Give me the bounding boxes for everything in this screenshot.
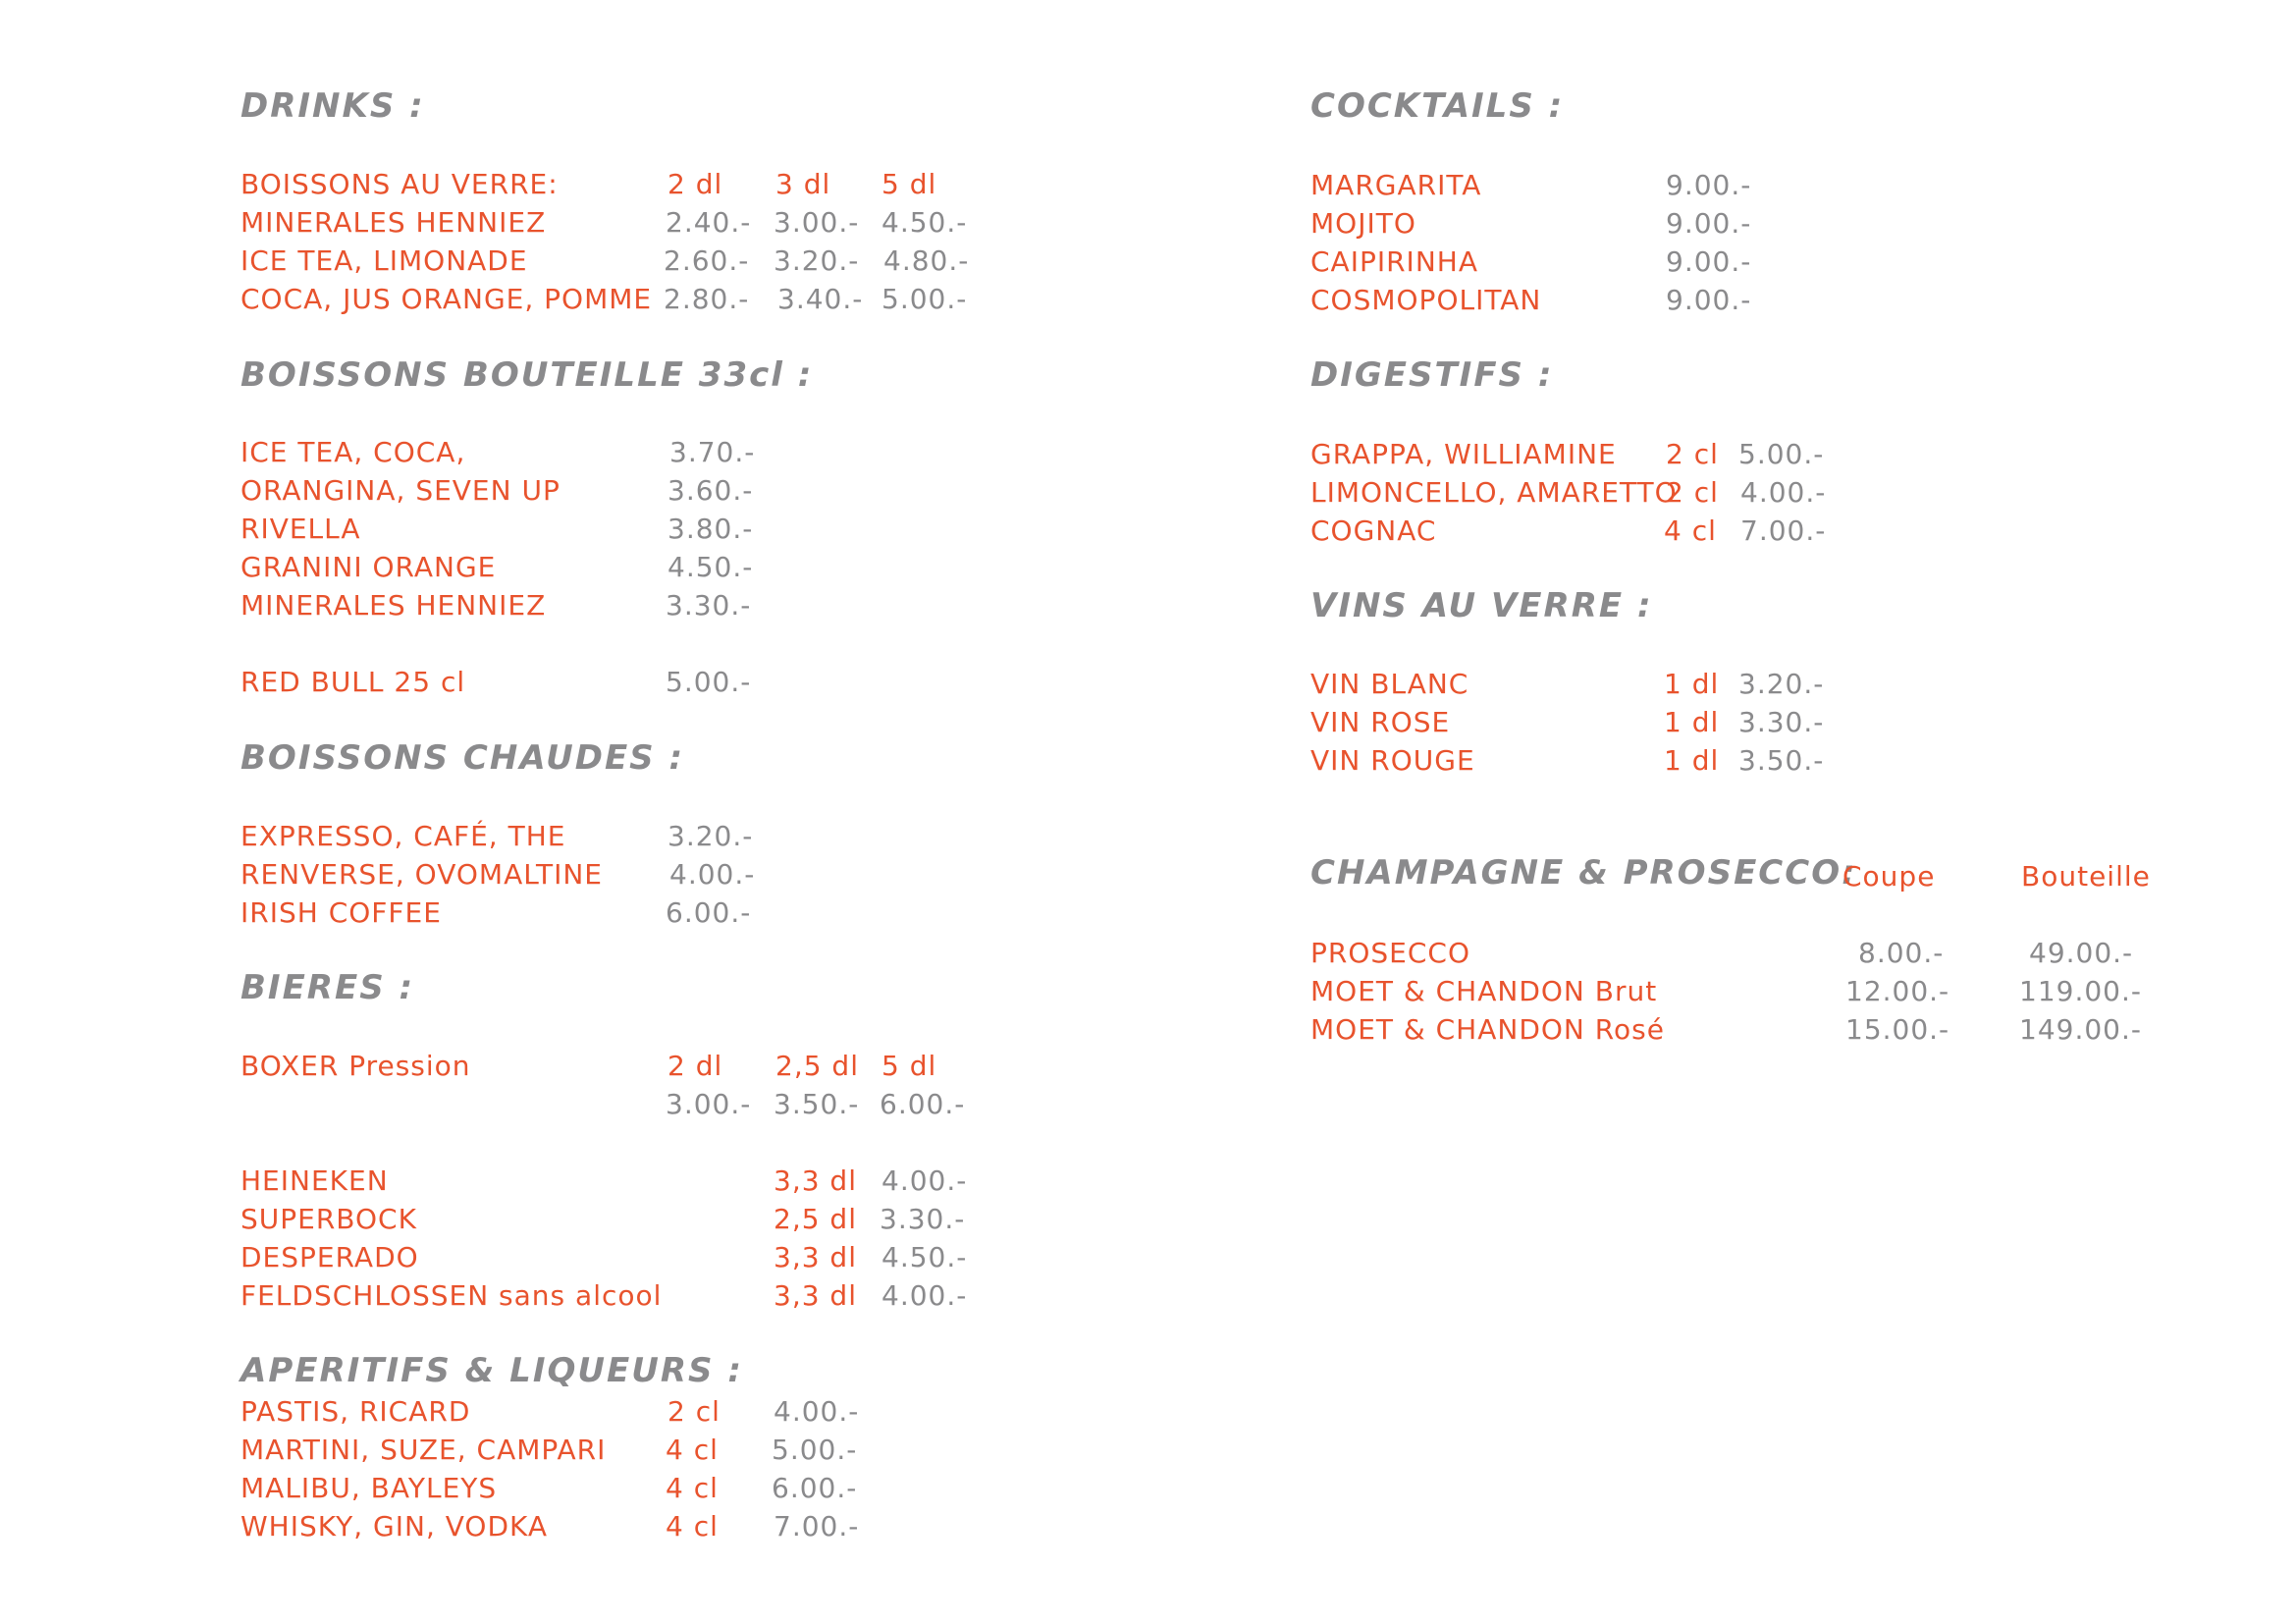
section-title-cocktails: COCKTAILS : — [1310, 86, 1565, 126]
menu-item-row — [1310, 703, 2243, 742]
section-title-champagne: CHAMPAGNE & PROSECCO: — [1310, 853, 1857, 893]
menu-item-row — [240, 242, 1124, 281]
menu-item-row — [1310, 972, 2243, 1011]
item-price: 9.00.- — [1666, 245, 1752, 278]
menu-item-row — [1310, 512, 2243, 551]
item-name: COGNAC — [1310, 514, 1437, 547]
item-price: 4.00.- — [881, 1164, 968, 1197]
item-price-bouteille: 49.00.- — [2029, 937, 2134, 969]
item-price: 3.50.- — [774, 1088, 860, 1120]
item-name: MOJITO — [1310, 207, 1416, 240]
menu-item-row — [240, 203, 1124, 243]
item-price: 3.80.- — [667, 513, 754, 545]
size-label: 5 dl — [881, 1050, 937, 1082]
item-price: 3.20.- — [774, 244, 860, 277]
size-label: 2,5 dl — [775, 1050, 859, 1082]
item-name: MALIBU, BAYLEYS — [240, 1472, 498, 1504]
item-price: 4.50.- — [881, 1241, 968, 1273]
size-label: 3 dl — [775, 168, 831, 200]
item-name: MOET & CHANDON Brut — [1310, 975, 1658, 1007]
item-size: 3,3 dl — [774, 1279, 857, 1312]
item-size: 4 cl — [666, 1472, 719, 1504]
item-name: RENVERSE, OVOMALTINE — [240, 858, 603, 891]
item-price: 4.00.- — [1740, 476, 1827, 509]
item-price: 5.00.- — [666, 666, 752, 698]
item-name: MINERALES HENNIEZ — [240, 589, 547, 622]
item-size: 3,3 dl — [774, 1164, 857, 1197]
item-price-bouteille: 149.00.- — [2019, 1013, 2142, 1046]
item-price: 4.00.- — [774, 1395, 860, 1428]
menu-item-row — [1310, 243, 2243, 282]
item-name: MARGARITA — [1310, 169, 1482, 201]
menu-item-row — [240, 471, 1124, 511]
menu-item-row — [1310, 204, 2243, 244]
section-title-aperitifs: APERITIFS & LIQUEURS : — [240, 1351, 743, 1390]
item-price: 5.00.- — [1738, 438, 1825, 470]
item-price: 7.00.- — [774, 1510, 860, 1543]
item-price: 4.00.- — [881, 1279, 968, 1312]
item-name: LIMONCELLO, AMARETTO — [1310, 476, 1678, 509]
item-size: 1 dl — [1664, 706, 1720, 738]
section-title-bouteille: BOISSONS BOUTEILLE 33cl : — [240, 355, 814, 395]
item-name: VIN ROSE — [1310, 706, 1451, 738]
menu-item-row — [240, 1200, 1124, 1239]
item-price-coupe: 15.00.- — [1845, 1013, 1950, 1046]
column-header-coupe: Coupe — [1842, 860, 1936, 893]
item-price: 3.20.- — [1738, 668, 1825, 700]
item-price: 6.00.- — [880, 1088, 966, 1120]
item-price: 2.40.- — [666, 206, 752, 239]
item-price: 3.40.- — [777, 283, 864, 315]
item-size: 1 dl — [1664, 744, 1720, 777]
item-price: 3.20.- — [667, 820, 754, 852]
menu-item-row — [240, 1507, 1124, 1546]
item-price: 4.00.- — [669, 858, 756, 891]
item-size: 2 cl — [667, 1395, 721, 1428]
item-price: 9.00.- — [1666, 169, 1752, 201]
size-label: 5 dl — [881, 168, 937, 200]
menu-item-row — [240, 1047, 1124, 1086]
item-price: 7.00.- — [1740, 514, 1827, 547]
menu-item-row — [1310, 435, 2243, 474]
item-price: 3.30.- — [880, 1203, 966, 1235]
drinks-header-label: BOISSONS AU VERRE: — [240, 168, 559, 200]
column-header-bouteille: Bouteille — [2021, 860, 2151, 893]
item-price: 3.60.- — [667, 474, 754, 507]
section-title-chaudes: BOISSONS CHAUDES : — [240, 738, 685, 778]
item-price: 4.50.- — [667, 551, 754, 583]
item-name: MINERALES HENNIEZ — [240, 206, 547, 239]
section-title-drinks: DRINKS : — [240, 86, 425, 126]
item-name: ICE TEA, COCA, — [240, 436, 466, 468]
item-price: 6.00.- — [772, 1472, 858, 1504]
menu-item-row — [1310, 281, 2243, 320]
menu-item-row — [240, 1431, 1124, 1470]
item-name: PASTIS, RICARD — [240, 1395, 471, 1428]
menu-item-row — [240, 510, 1124, 549]
item-price: 3.50.- — [1738, 744, 1825, 777]
item-name: EXPRESSO, CAFÉ, THE — [240, 820, 566, 852]
item-size: 4 cl — [666, 1434, 719, 1466]
item-name: ICE TEA, LIMONADE — [240, 244, 528, 277]
item-price: 3.30.- — [666, 589, 752, 622]
menu-item-row — [240, 586, 1124, 625]
section-title-bieres: BIERES : — [240, 968, 415, 1007]
pression-price-row — [240, 1085, 1124, 1124]
item-name: VIN BLANC — [1310, 668, 1469, 700]
item-price: 4.50.- — [881, 206, 968, 239]
item-name: HEINEKEN — [240, 1164, 389, 1197]
item-name: COSMOPOLITAN — [1310, 284, 1542, 316]
item-price-coupe: 12.00.- — [1845, 975, 1950, 1007]
menu-item-row — [240, 1276, 1124, 1316]
item-name: GRANINI ORANGE — [240, 551, 497, 583]
item-name: MARTINI, SUZE, CAMPARI — [240, 1434, 607, 1466]
item-price: 5.00.- — [881, 283, 968, 315]
item-price: 4.80.- — [883, 244, 970, 277]
menu-item-row — [240, 1392, 1124, 1432]
item-name: BOXER Pression — [240, 1050, 471, 1082]
size-label: 2 dl — [667, 1050, 723, 1082]
item-price: 9.00.- — [1666, 207, 1752, 240]
menu-item-row — [1310, 934, 2243, 973]
menu-item-row — [240, 855, 1124, 894]
menu-item-row — [1310, 741, 2243, 781]
item-name: PROSECCO — [1310, 937, 1470, 969]
item-size: 2 cl — [1666, 438, 1719, 470]
section-title-digestifs: DIGESTIFS : — [1310, 355, 1554, 395]
item-name: DESPERADO — [240, 1241, 419, 1273]
item-size: 4 cl — [1664, 514, 1717, 547]
item-size: 1 dl — [1664, 668, 1720, 700]
item-size: 4 cl — [666, 1510, 719, 1543]
item-name: FELDSCHLOSSEN sans alcool — [240, 1279, 663, 1312]
menu-item-row — [240, 663, 1124, 702]
item-name: GRAPPA, WILLIAMINE — [1310, 438, 1617, 470]
menu-item-row — [240, 433, 1124, 472]
section-title-vins: VINS AU VERRE : — [1310, 586, 1653, 625]
item-price: 3.00.- — [666, 1088, 752, 1120]
champagne-header-row — [1310, 857, 2243, 896]
menu-item-row — [240, 548, 1124, 587]
item-name: VIN ROUGE — [1310, 744, 1475, 777]
item-price: 3.00.- — [774, 206, 860, 239]
item-name: SUPERBOCK — [240, 1203, 417, 1235]
menu-item-row — [1310, 665, 2243, 704]
menu-item-row — [240, 817, 1124, 856]
menu-item-row — [240, 1469, 1124, 1508]
item-name: WHISKY, GIN, VODKA — [240, 1510, 549, 1543]
menu-item-row — [1310, 166, 2243, 205]
item-name: RED BULL 25 cl — [240, 666, 466, 698]
item-name: IRISH COFFEE — [240, 896, 442, 929]
menu-item-row — [240, 1238, 1124, 1277]
menu-item-row — [1310, 473, 2243, 513]
item-name: ORANGINA, SEVEN UP — [240, 474, 561, 507]
menu-item-row — [240, 280, 1124, 319]
item-price: 6.00.- — [666, 896, 752, 929]
item-price-coupe: 8.00.- — [1858, 937, 1945, 969]
item-name: RIVELLA — [240, 513, 361, 545]
size-label: 2 dl — [667, 168, 723, 200]
item-price: 3.70.- — [669, 436, 756, 468]
item-size: 2 cl — [1666, 476, 1719, 509]
item-price-bouteille: 119.00.- — [2019, 975, 2142, 1007]
item-name: MOET & CHANDON Rosé — [1310, 1013, 1665, 1046]
item-price: 9.00.- — [1666, 284, 1752, 316]
menu-item-row — [1310, 1010, 2243, 1050]
menu-item-row — [240, 1162, 1124, 1201]
item-size: 3,3 dl — [774, 1241, 857, 1273]
item-price: 3.30.- — [1738, 706, 1825, 738]
item-name: COCA, JUS ORANGE, POMME — [240, 283, 653, 315]
item-price: 5.00.- — [772, 1434, 858, 1466]
item-name: CAIPIRINHA — [1310, 245, 1478, 278]
item-size: 2,5 dl — [774, 1203, 857, 1235]
drinks-size-header-row — [240, 165, 1124, 204]
item-price: 2.80.- — [664, 283, 750, 315]
item-price: 2.60.- — [664, 244, 750, 277]
menu-item-row — [240, 893, 1124, 933]
